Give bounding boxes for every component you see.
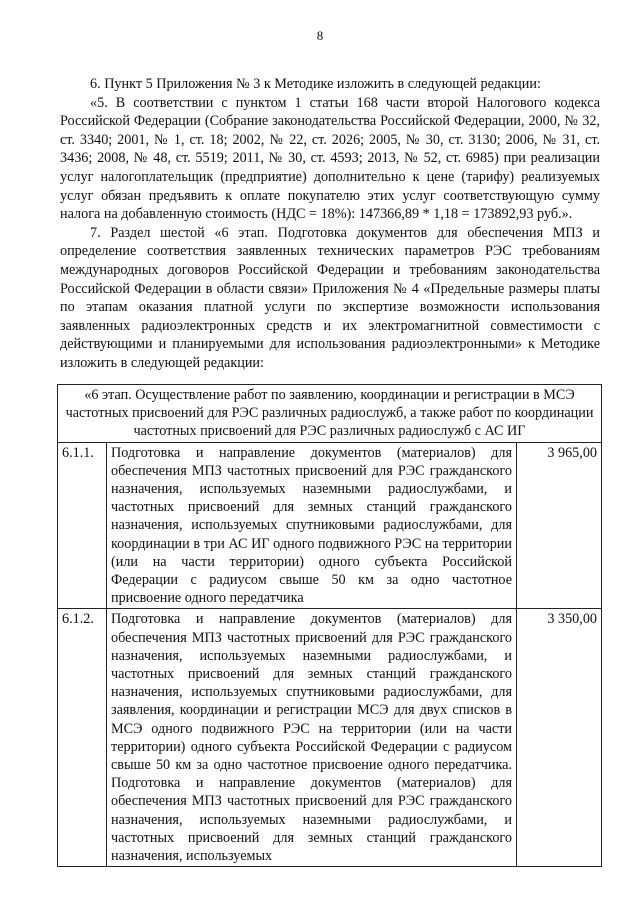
- document-body: [60, 75, 600, 373]
- paragraph-7: 7. Раздел шестой «6 этап. Подготовка документов для обеспечения МПЗ и определение соответствия заявленных технических параметров РЭС требованиям международных договоров Российской Федерации и требованиям законодательства Российской Федерации в области связи» Приложения № 4 «Предельные размеры платы по этапам оказания платной услуги по экспертизе возможности использования заявленных радиоэлектронных средств и их электромагнитной совместимости с действующими и планируемыми для использования радиоэлектронными» к Методике изложить в следующей редакции:: [60, 224, 600, 371]
- paragraph-6: 6. Пункт 5 Приложения № 3 к Методике изложить в следующей редакции:: [90, 76, 541, 92]
- row-price: 3 350,00: [517, 609, 602, 867]
- row-description: Подготовка и направление документов (материалов) для обеспечения МПЗ частотных присвоений для РЭС гражданского назначения, используемых наземными радиослужбами, и частотных присвоений для земных станций гражданского назначения, используемых спутниковыми радиослужбами, для координации в три АС ИГ одного подвижного РЭС на территории (или на части территории) одного субъекта Российской Федерации с радиусом свыше 50 км за одно частотное присвоение одного передатчика: [107, 442, 517, 609]
- row-number: 6.1.1.: [58, 442, 107, 609]
- page-number: 8: [316, 28, 324, 43]
- row-description: Подготовка и направление документов (материалов) для обеспечения МПЗ частотных присвоений для РЭС гражданского назначения, используемых наземными радиослужбами, и частотных присвоений для земных станций гражданского назначения, используемых спутниковыми радиослужбами, для заявления, координации и регистрации МСЭ для двух списков в МСЭ одного подвижного РЭС на территории (или на части территории) одного субъекта Российской Федерации с радиусом свыше 50 км за одно частотное присвоение одного передатчика. Подготовка и направление документов (материалов) для обеспечения МПЗ частотных присвоений для РЭС гражданского назначения, используемых наземными радиослужбами, и частотных присвоений для земных станций гражданского назначения, используемых: [107, 609, 517, 867]
- row-number: 6.1.2.: [58, 609, 107, 867]
- paragraph-6-quote: «5. В соответствии с пунктом 1 статьи 168 части второй Налогового кодекса Российской Федерации (Собрание законодательства Российской Федерации, 2000, № 32, ст. 3340; 2001, № 1, ст. 18; 2002, № 22, ст. 2026; 2005, № 30, ст. 3130; 2006, № 31, ст. 3436; 2008, № 48, ст. 5519; 2011, № 30, ст. 4593; 2013, № 52, ст. 6985) при реализации услуг налогоплательщик (предприятие) дополнительно к цене (тарифу) реализуемых услуг обязан предъявить к оплате покупателю этих услуг соответствующую сумму налога на добавленную стоимость (НДС = 18%): 147366,89 * 1,18 = 173892,93 руб.».: [60, 94, 600, 223]
- table-row: [58, 609, 602, 867]
- row-price: 3 965,00: [517, 442, 602, 609]
- table-header: «6 этап. Осуществление работ по заявлению, координации и регистрации в МСЭ частотных присвоений для РЭС различных радиослужб, а также работ по координации частотных присвоений для РЭС различных радиослужб с АС ИГ: [58, 385, 602, 443]
- table-header-row: [58, 385, 602, 443]
- table-row: [58, 442, 602, 609]
- rates-table: [57, 384, 602, 867]
